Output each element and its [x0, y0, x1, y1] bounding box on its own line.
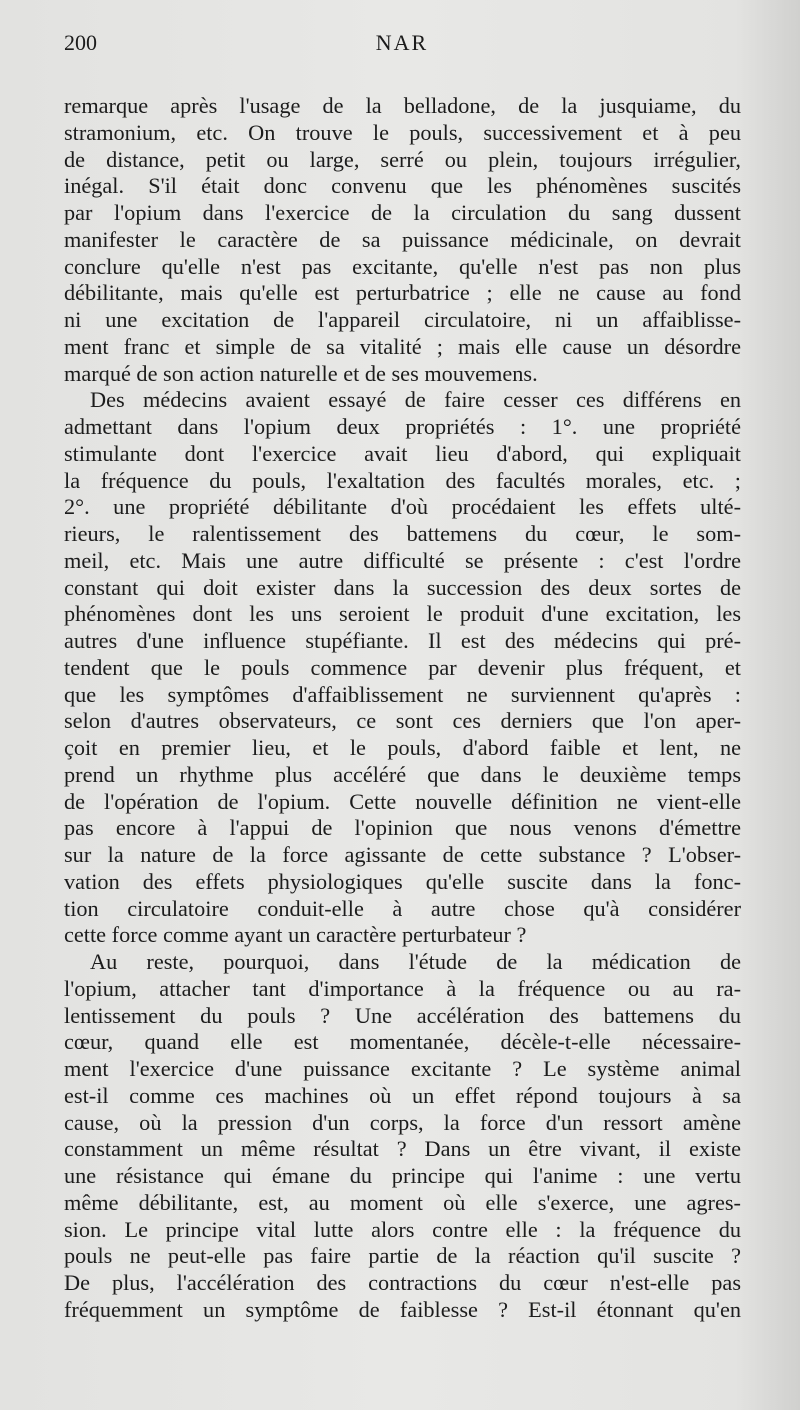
text-line: fréquemment un symptôme de faiblesse ? Est-il étonnant qu'en: [64, 1296, 741, 1322]
text-line: est-il comme ces machines où un effet répond toujours à sa: [64, 1082, 741, 1108]
text-line: manifester le caractère de sa puissance médicinale, on devrait: [64, 226, 741, 252]
paragraph: [64, 949, 741, 1324]
text-line: stimulante dont l'exercice avait lieu d'abord, qui expliquait: [64, 440, 741, 466]
text-line: vation des effets physiologiques qu'elle suscite dans la fonc-: [64, 868, 741, 894]
text-line: 2°. une propriété débilitante d'où procédaient les effets ulté-: [64, 494, 741, 520]
text-line: même débilitante, est, au moment où elle s'exerce, une agres-: [64, 1189, 741, 1215]
paragraph: [64, 387, 741, 949]
text-line: de distance, petit ou large, serré ou plein, toujours irrégulier,: [64, 146, 741, 172]
page-header: [64, 30, 740, 60]
text-line: De plus, l'accélération des contractions du cœur n'est-elle pas: [64, 1270, 741, 1295]
text-line: ni une excitation de l'appareil circulatoire, ni un affaiblisse-: [64, 307, 741, 332]
text-line: remarque après l'usage de la belladone, de la jusquiame, du: [64, 93, 741, 118]
text-line: inégal. S'il était donc convenu que les phénomènes suscités: [64, 173, 741, 199]
text-line: ment franc et simple de sa vitalité ; mais elle cause un désordre: [64, 333, 741, 359]
text-line: admettant dans l'opium deux propriétés : 1°. une propriété: [64, 414, 741, 439]
text-line: pouls ne peut-elle pas faire partie de la réaction qu'il suscite ?: [64, 1243, 741, 1269]
text-line: conclure qu'elle n'est pas excitante, qu'elle n'est pas non plus: [64, 253, 741, 279]
text-line: l'opium, attacher tant d'importance à la fréquence ou au ra-: [64, 975, 741, 1001]
text-line: sion. Le principe vital lutte alors contre elle : la fréquence du: [64, 1216, 741, 1242]
text-line: marqué de son action naturelle et de ses mouvemens.: [64, 360, 538, 386]
text-line: tion circulatoire conduit-elle à autre chose qu'à considérer: [64, 895, 741, 921]
text-line: tendent que le pouls commence par devenir plus fréquent, et: [64, 654, 741, 680]
text-line: Des médecins avaient essayé de faire cesser ces différens en: [90, 387, 741, 413]
text-line: stramonium, etc. On trouve le pouls, successivement et à peu: [64, 119, 741, 145]
text-line: cause, où la pression d'un corps, la force d'un ressort amène: [64, 1109, 741, 1135]
text-line: ment l'exercice d'une puissance excitante ? Le système animal: [64, 1056, 741, 1081]
text-line: la fréquence du pouls, l'exaltation des facultés morales, etc. ;: [64, 467, 741, 493]
text-line: que les symptômes d'affaiblissement ne surviennent qu'après :: [64, 681, 741, 707]
running-head: NAR: [375, 30, 429, 55]
page-body: [64, 93, 741, 1324]
page-number: 200: [64, 30, 97, 55]
text-line: rieurs, le ralentissement des battemens du cœur, le som-: [64, 521, 741, 546]
text-line: meil, etc. Mais une autre difficulté se présente : c'est l'ordre: [64, 547, 741, 573]
text-line: pas encore à l'appui de l'opinion que nous venons d'émettre: [64, 815, 741, 841]
text-line: débilitante, mais qu'elle est perturbatrice ; elle ne cause au fond: [64, 280, 741, 306]
text-line: Au reste, pourquoi, dans l'étude de la médication de: [90, 949, 741, 974]
text-line: sur la nature de la force agissante de cette substance ? L'obser-: [64, 842, 741, 867]
text-line: cette force comme ayant un caractère perturbateur ?: [64, 922, 527, 948]
text-line: constamment un même résultat ? Dans un être vivant, il existe: [64, 1136, 741, 1162]
paragraph: [64, 93, 741, 387]
text-line: phénomènes dont les uns seroient le produit d'une excitation, les: [64, 601, 741, 627]
text-line: cœur, quand elle est momentanée, décèle-t-elle nécessaire-: [64, 1029, 741, 1055]
text-line: une résistance qui émane du principe qui l'anime : une vertu: [64, 1163, 741, 1188]
text-line: autres d'une influence stupéfiante. Il est des médecins qui pré-: [64, 628, 741, 653]
text-line: çoit en premier lieu, et le pouls, d'abord faible et lent, ne: [64, 735, 741, 760]
text-line: par l'opium dans l'exercice de la circulation du sang dussent: [64, 200, 741, 225]
text-line: prend un rhythme plus accéléré que dans le deuxième temps: [64, 761, 741, 787]
text-line: constant qui doit exister dans la succession des deux sortes de: [64, 574, 741, 600]
text-line: lentissement du pouls ? Une accélération des battemens du: [64, 1002, 741, 1028]
text-line: de l'opération de l'opium. Cette nouvelle définition ne vient-elle: [64, 788, 741, 814]
text-line: selon d'autres observateurs, ce sont ces derniers que l'on aper-: [64, 708, 741, 734]
